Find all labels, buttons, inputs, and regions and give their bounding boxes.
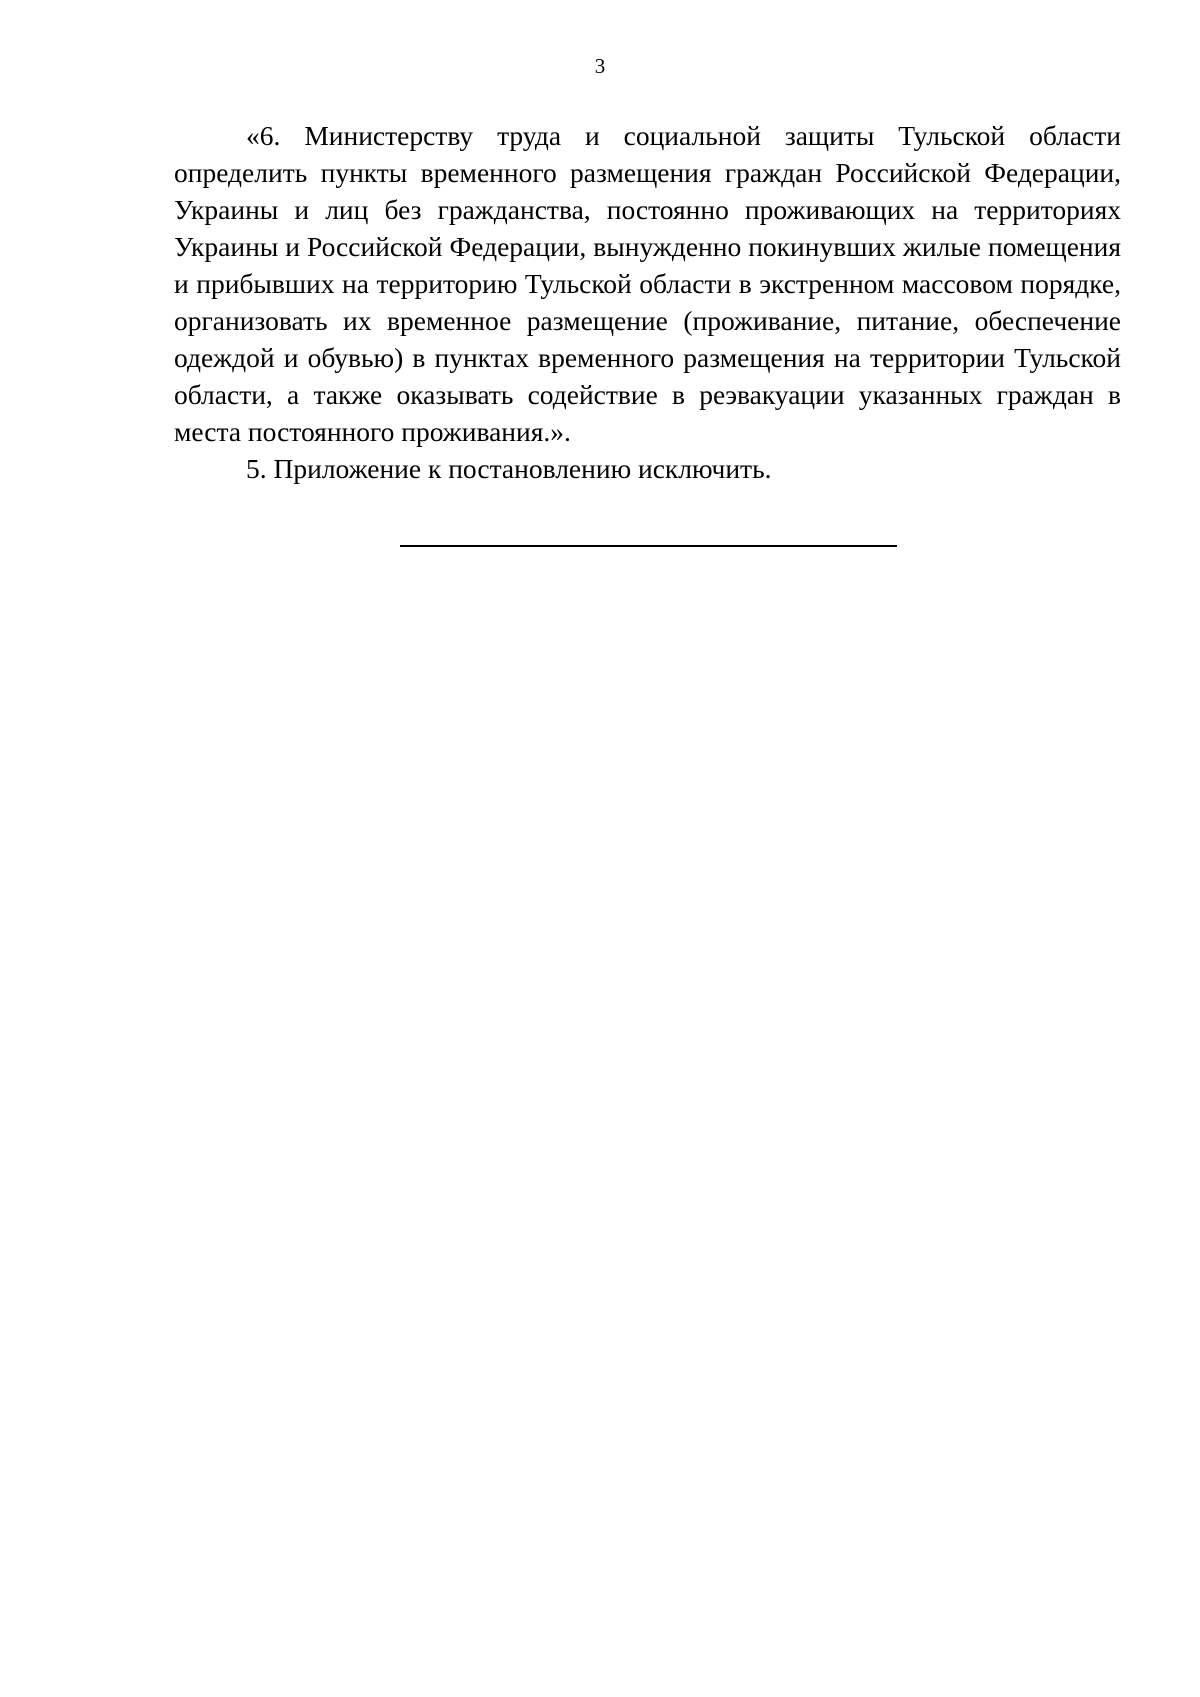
page-number: 3	[594, 54, 606, 78]
paragraph-item-5: 5. Приложение к постановлению исключить.	[246, 453, 772, 484]
paragraph-item-6: «6. Министерству труда и социальной защиты Тульской области определить пункты временного размещения граждан Российской Федерации, Украины и лиц без гражданства, постоянно проживающих на территориях Украины и Российской Федерации, вынужденно покинувших жилые помещения и прибывших на территорию Тульской области в экстренном массовом порядке, организовать их временное размещение (проживание, питание, обеспечение одеждой и обувью) в пунктах временного размещения на территории Тульской области, а также оказывать содействие в реэвакуации указанных граждан в места постоянного проживания.».	[174, 120, 1121, 447]
document-body	[174, 117, 1121, 487]
closing-separator-line	[400, 545, 897, 547]
